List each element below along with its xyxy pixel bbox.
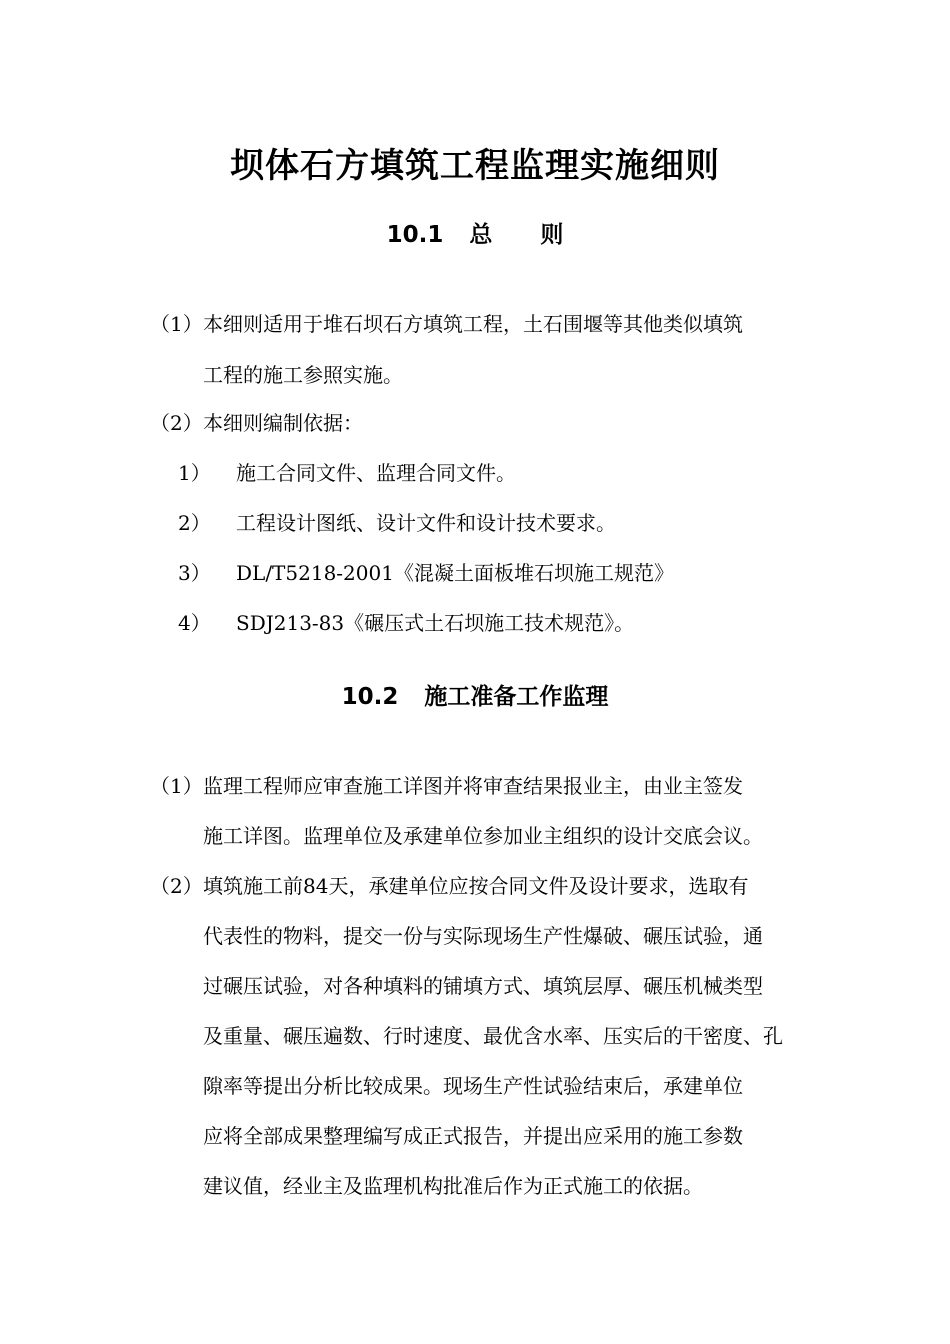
section-number: 10.1 (386, 222, 444, 248)
paragraph-line: 隙率等提出分析比较成果。现场生产性试验结束后，承建单位 (203, 1074, 743, 1098)
document-title: 坝体石方填筑工程监理实施细则 (230, 146, 720, 186)
section-title-part2: 则 (540, 222, 564, 248)
paragraph-line: 及重量、碾压遍数、行时速度、最优含水率、压实后的干密度、孔 (203, 1024, 783, 1048)
paragraph-line: 建议值，经业主及监理机构批准后作为正式施工的依据。 (203, 1174, 703, 1198)
paragraph-label: （2） (150, 874, 203, 898)
list-item: 施工合同文件、监理合同文件。 (236, 461, 516, 485)
paragraph-line: 监理工程师应审查施工详图并将审查结果报业主，由业主签发 (203, 774, 743, 798)
paragraph-line: 过碾压试验，对各种填料的铺填方式、填筑层厚、碾压机械类型 (203, 974, 763, 998)
section-title: 施工准备工作监理 (424, 684, 609, 710)
paragraph-label: （1） (150, 312, 203, 336)
paragraph-line: 填筑施工前84天，承建单位应按合同文件及设计要求，选取有 (203, 874, 749, 898)
list-item-number: 1） (178, 461, 211, 485)
paragraph-label: （2） (150, 411, 203, 435)
paragraph-line: 本细则适用于堆石坝石方填筑工程，土石围堰等其他类似填筑 (203, 312, 743, 336)
section-heading-10-2 (0, 678, 950, 711)
list-item: SDJ213-83《碾压式土石坝施工技术规范》。 (236, 611, 635, 635)
paragraph-line: 本细则编制依据： (203, 411, 363, 435)
section-title-part1: 总 (469, 222, 493, 248)
section-heading-10-1 (0, 216, 950, 249)
paragraph-line: 代表性的物料，提交一份与实际现场生产性爆破、碾压试验，通 (203, 924, 763, 948)
paragraph-label: （1） (150, 774, 203, 798)
list-item: 工程设计图纸、设计文件和设计技术要求。 (236, 511, 616, 535)
section-number: 10.2 (341, 684, 399, 710)
list-item-number: 4） (178, 611, 211, 635)
paragraph-line: 施工详图。监理单位及承建单位参加业主组织的设计交底会议。 (203, 824, 763, 848)
paragraph-line: 工程的施工参照实施。 (203, 363, 403, 387)
paragraph-line: 应将全部成果整理编写成正式报告，并提出应采用的施工参数 (203, 1124, 743, 1148)
list-item-number: 3） (178, 561, 211, 585)
list-item: DL/T5218-2001《混凝土面板堆石坝施工规范》 (236, 561, 674, 585)
list-item-number: 2） (178, 511, 211, 535)
